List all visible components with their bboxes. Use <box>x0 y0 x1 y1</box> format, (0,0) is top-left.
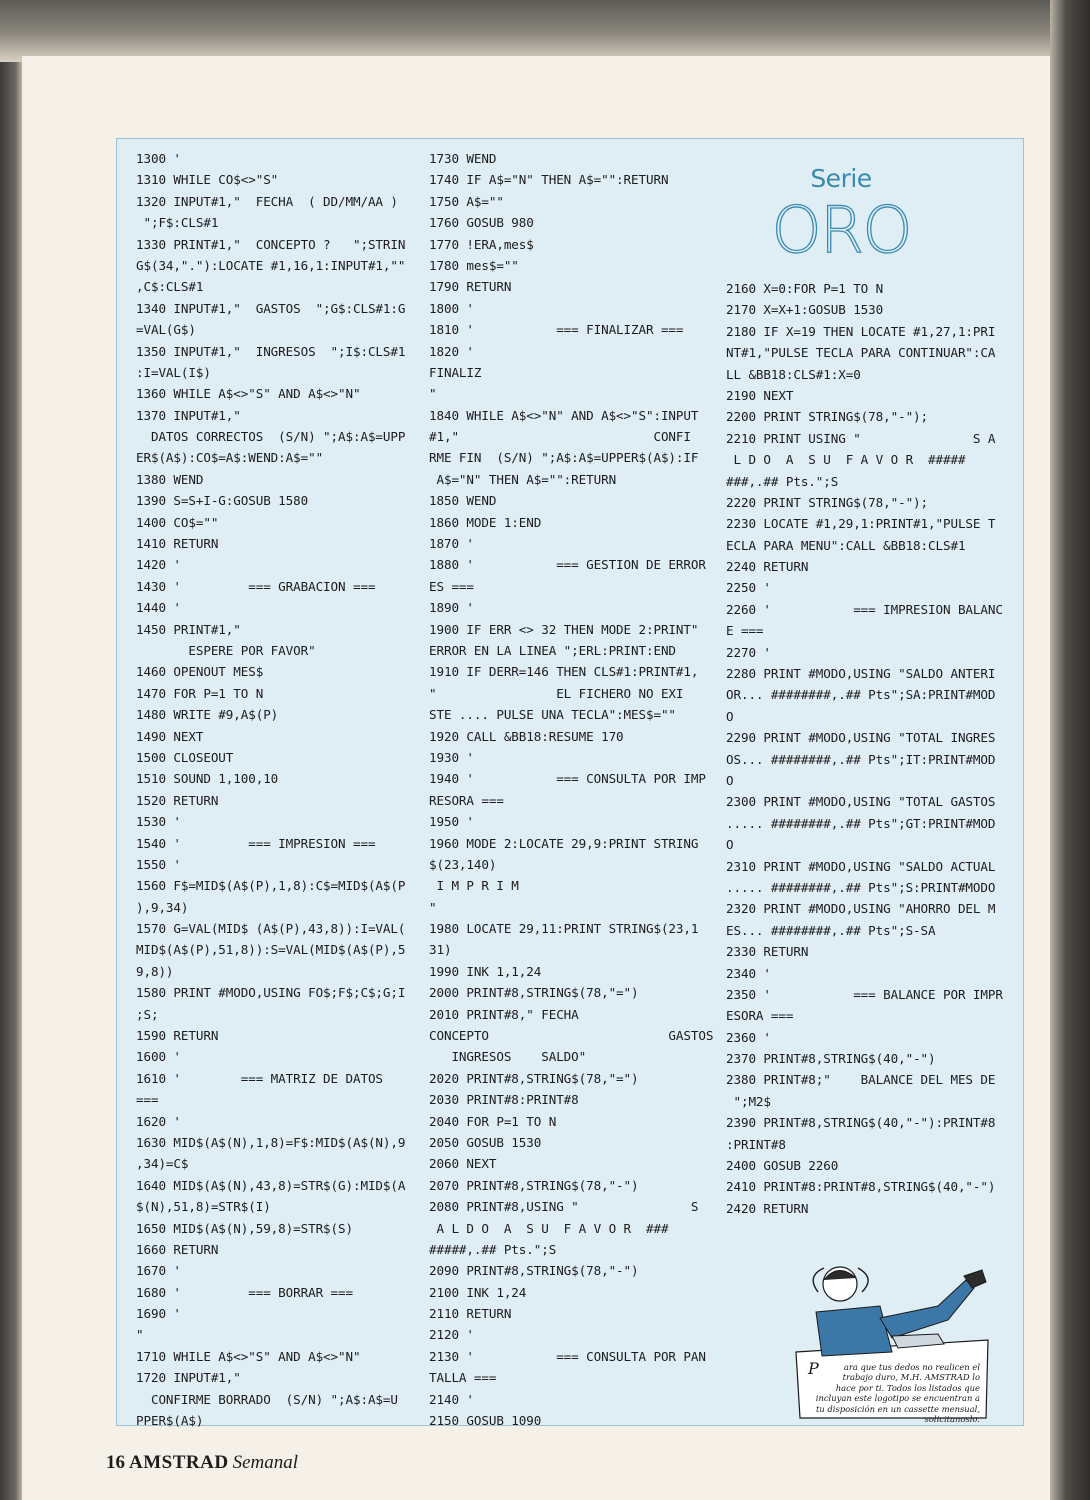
code-line: 2320 PRINT #MODO,USING "AHORRO DEL M <box>726 901 996 917</box>
code-line: ER$(A$):CO$=A$:WEND:A$="" <box>136 450 324 466</box>
code-line: 31) <box>429 942 452 958</box>
serie-oro-logo <box>766 162 916 274</box>
code-line: TALLA === <box>429 1370 497 1386</box>
code-line: 1440 ' <box>136 600 181 616</box>
code-line: 1710 WHILE A$<>"S" AND A$<>"N" <box>136 1348 361 1364</box>
page-number: 16 <box>106 1452 125 1473</box>
code-line: 1480 WRITE #9,A$(P) <box>136 707 279 723</box>
code-line: 1600 ' <box>136 1049 181 1065</box>
code-line: :I=VAL(I$) <box>136 364 211 380</box>
code-line: E === <box>726 623 764 639</box>
code-line: 1320 INPUT#1," FECHA ( DD/MM/AA ) <box>136 193 398 209</box>
promo-body: ara que tus dedos no realicen el trabajo duro, M.H. AMSTRAD lo hace por ti. Todos los listados que incluyan este logotipo se encuentran a tu disposición en un cassette mensual, solicitanoslo. <box>815 1362 980 1425</box>
code-line: I M P R I M <box>429 878 519 894</box>
code-line: 2410 PRINT#8:PRINT#8,STRING$(40,"-") <box>726 1179 996 1195</box>
code-line: 1820 ' <box>429 343 474 359</box>
code-line: LL &BB18:CLS#1:X=0 <box>726 366 861 382</box>
code-line: CONCEPTO GASTOS <box>429 1028 714 1044</box>
code-line: 1690 ' <box>136 1306 181 1322</box>
code-line: 1910 IF DERR=146 THEN CLS#1:PRINT#1, <box>429 664 699 680</box>
promo-text <box>808 1359 980 1425</box>
code-line: ECLA PARA MENU":CALL &BB18:CLS#1 <box>726 537 966 553</box>
code-line: A$="N" THEN A$="":RETURN <box>429 471 617 487</box>
code-line: =VAL(G$) <box>136 322 196 338</box>
code-line: RESORA === <box>429 792 504 808</box>
code-line: 1400 CO$="" <box>136 514 219 530</box>
code-line: 2120 ' <box>429 1327 474 1343</box>
code-line: 1930 ' <box>429 749 474 765</box>
code-line: STE .... PULSE UNA TECLA":MES$="" <box>429 707 676 723</box>
code-line: 1960 MODE 2:LOCATE 29,9:PRINT STRING <box>429 835 699 851</box>
listing-column-3 <box>726 278 1003 1219</box>
code-line: 1540 ' === IMPRESION === <box>136 835 376 851</box>
code-line: 2100 INK 1,24 <box>429 1284 527 1300</box>
code-line: 2310 PRINT #MODO,USING "SALDO ACTUAL <box>726 858 996 874</box>
code-line: 1670 ' <box>136 1263 181 1279</box>
scan-top-edge <box>0 0 1090 62</box>
code-line: 1680 ' === BORRAR === <box>136 1284 353 1300</box>
promo-dropcap: P <box>808 1359 819 1378</box>
code-line: 1360 WHILE A$<>"S" AND A$<>"N" <box>136 386 361 402</box>
code-line: 1640 MID$(A$(N),43,8)=STR$(G):MID$(A <box>136 1177 406 1193</box>
code-line: ;S; <box>136 1006 159 1022</box>
promo-box <box>788 1240 994 1425</box>
code-line: 2080 PRINT#8,USING " S <box>429 1199 699 1215</box>
code-line: 1810 ' === FINALIZAR === <box>429 322 684 338</box>
code-line: 2370 PRINT#8,STRING$(40,"-") <box>726 1051 936 1067</box>
code-line: 1430 ' === GRABACION === <box>136 578 376 594</box>
code-line: 1560 F$=MID$(A$(P),1,8):C$=MID$(A$(P <box>136 878 406 894</box>
code-line: 2250 ' <box>726 580 771 596</box>
code-line: 1750 A$="" <box>429 193 504 209</box>
code-line: 1590 RETURN <box>136 1028 219 1044</box>
code-line: 2210 PRINT USING " S A <box>726 430 996 446</box>
code-line: ,34)=C$ <box>136 1156 189 1172</box>
code-line: ESORA === <box>726 1008 794 1024</box>
code-line: 1760 GOSUB 980 <box>429 215 534 231</box>
code-line: 2110 RETURN <box>429 1306 512 1322</box>
code-line: 2290 PRINT #MODO,USING "TOTAL INGRES <box>726 730 996 746</box>
code-line: 2150 GOSUB 1090 <box>429 1413 542 1429</box>
code-line: 1530 ' <box>136 814 181 830</box>
code-line: #1," CONFI <box>429 429 691 445</box>
code-line: 2170 X=X+1:GOSUB 1530 <box>726 302 884 318</box>
code-line: " <box>136 1327 144 1343</box>
code-line: 1580 PRINT #MODO,USING FO$;F$;C$;G;I <box>136 985 406 1001</box>
code-line: 2270 ' <box>726 644 771 660</box>
code-line: 1520 RETURN <box>136 792 219 808</box>
code-line: 1890 ' <box>429 600 474 616</box>
code-line: 2400 GOSUB 2260 <box>726 1158 839 1174</box>
code-line: 1840 WHILE A$<>"N" AND A$<>"S":INPUT <box>429 407 699 423</box>
code-line: 1880 ' === GESTION DE ERROR <box>429 557 706 573</box>
code-line: 2300 PRINT #MODO,USING "TOTAL GASTOS <box>726 794 996 810</box>
code-line: 2090 PRINT#8,STRING$(78,"-") <box>429 1263 639 1279</box>
code-line: 1720 INPUT#1," <box>136 1370 241 1386</box>
code-line: ES === <box>429 578 474 594</box>
code-line: === <box>136 1092 159 1108</box>
code-line: 2280 PRINT #MODO,USING "SALDO ANTERI <box>726 666 996 682</box>
code-line: 1920 CALL &BB18:RESUME 170 <box>429 728 624 744</box>
code-line: PPER$(A$) <box>136 1413 204 1429</box>
code-line: 1860 MODE 1:END <box>429 514 542 530</box>
code-line: 1790 RETURN <box>429 279 512 295</box>
code-line: 2030 PRINT#8:PRINT#8 <box>429 1092 579 1108</box>
code-line: 2140 ' <box>429 1391 474 1407</box>
code-line: O <box>726 708 734 724</box>
code-line: " <box>429 899 437 915</box>
code-line: 1950 ' <box>429 814 474 830</box>
code-line: 2020 PRINT#8,STRING$(78,"=") <box>429 1070 639 1086</box>
code-line: 1770 !ERA,mes$ <box>429 236 534 252</box>
code-line: ESPERE POR FAVOR" <box>136 642 316 658</box>
code-line: ..... ########,.## Pts";GT:PRINT#MOD <box>726 815 996 831</box>
code-line: G$(34,"."):LOCATE #1,16,1:INPUT#1,"" <box>136 257 406 273</box>
code-line: 1850 WEND <box>429 493 497 509</box>
code-line: 1300 ' <box>136 151 181 166</box>
code-line: ,C$:CLS#1 <box>136 279 204 295</box>
code-line: DATOS CORRECTOS (S/N) ";A$:A$=UPP <box>136 429 406 445</box>
code-line: 1870 ' <box>429 536 474 552</box>
code-line: $(N),51,8)=STR$(I) <box>136 1199 271 1215</box>
code-line: INGRESOS SALDO" <box>429 1049 587 1065</box>
code-line: MID$(A$(P),51,8)):S=VAL(MID$(A$(P),5 <box>136 942 406 958</box>
code-line: 1380 WEND <box>136 471 204 487</box>
code-line: 2050 GOSUB 1530 <box>429 1134 542 1150</box>
code-line: 1740 IF A$="N" THEN A$="":RETURN <box>429 172 669 188</box>
code-line: O <box>726 772 734 788</box>
code-line: 2060 NEXT <box>429 1156 497 1172</box>
code-line: 9,8)) <box>136 963 174 979</box>
code-line: 1490 NEXT <box>136 728 204 744</box>
code-line: 1450 PRINT#1," <box>136 621 241 637</box>
magazine-brand: AMSTRAD <box>129 1452 229 1473</box>
code-line: CONFIRME BORRADO (S/N) ";A$:A$=U <box>136 1391 398 1407</box>
code-line: 1900 IF ERR <> 32 THEN MODE 2:PRINT" <box>429 621 699 637</box>
code-line: 1390 S=S+I-G:GOSUB 1580 <box>136 493 309 509</box>
code-line: 1650 MID$(A$(N),59,8)=STR$(S) <box>136 1220 353 1236</box>
code-line: 2010 PRINT#8," FECHA <box>429 1006 579 1022</box>
code-line: NT#1,"PULSE TECLA PARA CONTINUAR":CA <box>726 345 996 361</box>
code-line: 1410 RETURN <box>136 536 219 552</box>
code-line: ###,.## Pts.";S <box>726 473 839 489</box>
code-line: 2230 LOCATE #1,29,1:PRINT#1,"PULSE T <box>726 516 996 532</box>
code-line: FINALIZ <box>429 364 482 380</box>
code-line: 2390 PRINT#8,STRING$(40,"-"):PRINT#8 <box>726 1115 996 1131</box>
code-line: ),9,34) <box>136 899 189 915</box>
code-line: ";F$:CLS#1 <box>136 215 219 231</box>
code-line: 1780 mes$="" <box>429 257 519 273</box>
code-line: 2380 PRINT#8;" BALANCE DEL MES DE <box>726 1072 996 1088</box>
code-line: 1350 INPUT#1," INGRESOS ";I$:CLS#1 <box>136 343 406 359</box>
code-line: 2420 RETURN <box>726 1200 809 1216</box>
logo-oro-text: ORO <box>771 194 911 268</box>
code-line: RME FIN (S/N) ";A$:A$=UPPER$(A$):IF <box>429 450 699 466</box>
code-line: ERROR EN LA LINEA ";ERL:PRINT:END <box>429 642 676 658</box>
code-line: 2160 X=0:FOR P=1 TO N <box>726 281 884 296</box>
code-line: 2240 RETURN <box>726 559 809 575</box>
code-line: L D O A S U F A V O R ##### <box>726 452 966 468</box>
code-line: 2130 ' === CONSULTA POR PAN <box>429 1348 706 1364</box>
code-line: 2180 IF X=19 THEN LOCATE #1,27,1:PRI <box>726 323 996 339</box>
code-line: 2220 PRINT STRING$(78,"-"); <box>726 494 929 510</box>
code-line: 1310 WHILE CO$<>"S" <box>136 172 279 188</box>
code-line: 1990 INK 1,1,24 <box>429 963 542 979</box>
code-line: 1460 OPENOUT MES$ <box>136 664 264 680</box>
code-line: 1500 CLOSEOUT <box>136 749 234 765</box>
code-line: 1570 G=VAL(MID$ (A$(P),43,8)):I=VAL( <box>136 921 406 937</box>
code-line: 1940 ' === CONSULTA POR IMP <box>429 771 706 787</box>
code-line: 1470 FOR P=1 TO N <box>136 685 264 701</box>
listing-column-1 <box>136 148 405 1431</box>
code-line: 1730 WEND <box>429 151 497 166</box>
code-line: 2190 NEXT <box>726 387 794 403</box>
code-line: 1330 PRINT#1," CONCEPTO ? ";STRIN <box>136 236 406 252</box>
code-line: 2070 PRINT#8,STRING$(78,"-") <box>429 1177 639 1193</box>
code-line: :PRINT#8 <box>726 1136 786 1152</box>
code-line: 1370 INPUT#1," <box>136 407 241 423</box>
code-line: 1630 MID$(A$(N),1,8)=F$:MID$(A$(N),9 <box>136 1134 406 1150</box>
code-line: 1800 ' <box>429 300 474 316</box>
code-line: 2040 FOR P=1 TO N <box>429 1113 557 1129</box>
logo-serie-text: Serie <box>810 164 872 193</box>
code-line: OR... ########,.## Pts";SA:PRINT#MOD <box>726 687 996 703</box>
code-line: 2000 PRINT#8,STRING$(78,"=") <box>429 985 639 1001</box>
code-line: A L D O A S U F A V O R ### <box>429 1220 669 1236</box>
code-line: ";M2$ <box>726 1093 771 1109</box>
code-line: 2260 ' === IMPRESION BALANC <box>726 601 1003 617</box>
code-line: 2200 PRINT STRING$(78,"-"); <box>726 409 929 425</box>
code-line: ..... ########,.## Pts";S:PRINT#MODO <box>726 879 996 895</box>
magazine-subtitle: Semanal <box>232 1452 298 1473</box>
code-line: #####,.## Pts.";S <box>429 1241 557 1257</box>
page-footer <box>106 1452 298 1474</box>
code-line: " EL FICHERO NO EXI <box>429 685 684 701</box>
scan-right-edge <box>1050 0 1090 1500</box>
code-line: 2340 ' <box>726 965 771 981</box>
code-line: 2350 ' === BALANCE POR IMPR <box>726 986 1003 1002</box>
code-line: $(23,140) <box>429 856 497 872</box>
code-line: 2330 RETURN <box>726 944 809 960</box>
code-line: 2360 ' <box>726 1029 771 1045</box>
scan-left-edge <box>0 0 22 1500</box>
listing-column-2 <box>429 148 713 1431</box>
code-line: 1420 ' <box>136 557 181 573</box>
code-line: 1620 ' <box>136 1113 181 1129</box>
code-line: O <box>726 837 734 853</box>
code-line: 1340 INPUT#1," GASTOS ";G$:CLS#1:G <box>136 300 406 316</box>
code-line: 1980 LOCATE 29,11:PRINT STRING$(23,1 <box>429 921 699 937</box>
code-line: ES... ########,.## Pts";S-SA <box>726 922 936 938</box>
code-line: OS... ########,.## Pts";IT:PRINT#MOD <box>726 751 996 767</box>
code-line: " <box>429 386 437 402</box>
code-line: 1660 RETURN <box>136 1241 219 1257</box>
code-line: 1550 ' <box>136 856 181 872</box>
code-line: 1510 SOUND 1,100,10 <box>136 771 279 787</box>
code-line: 1610 ' === MATRIZ DE DATOS <box>136 1070 383 1086</box>
